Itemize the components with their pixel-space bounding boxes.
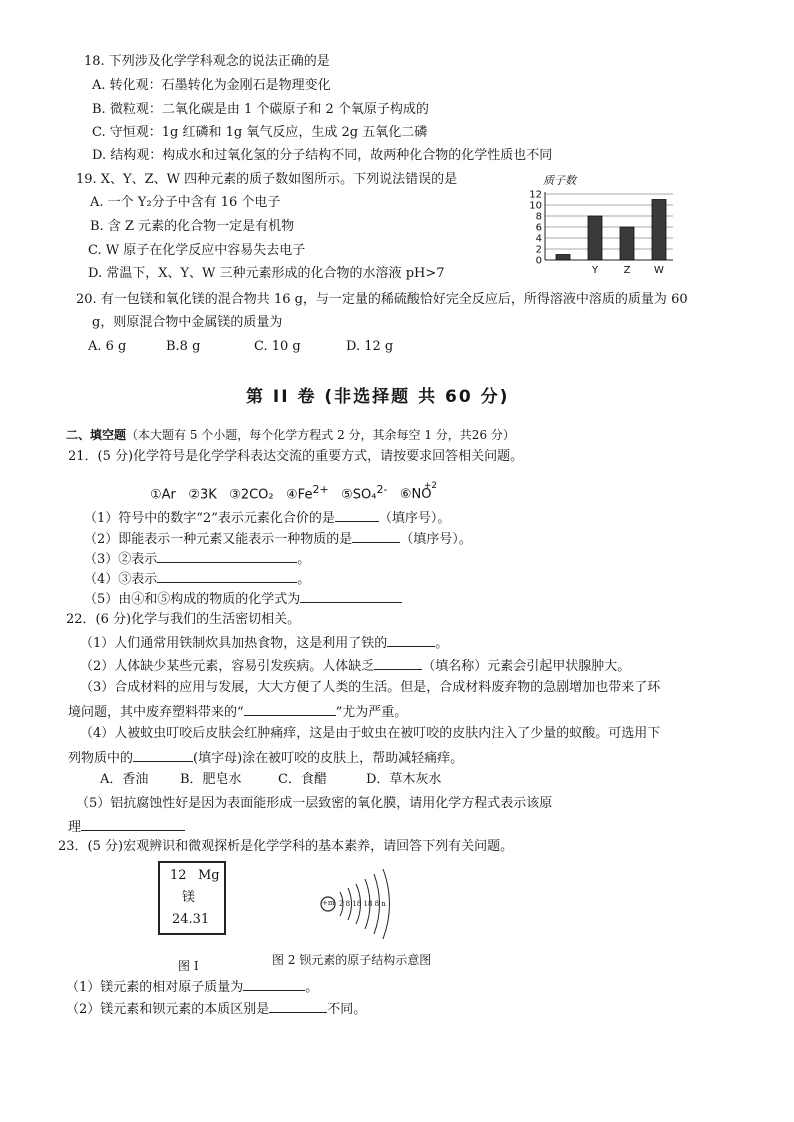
q21-part5-text: （5）由④和⑤构成的物质的化学式为 xyxy=(84,592,301,607)
q22-part4-line2 xyxy=(68,748,463,768)
q19-stem: 19. X、Y、Z、W 四种元素的质子数如图所示。下列说法错误的是 xyxy=(76,172,458,187)
chart-svg xyxy=(525,172,685,282)
q18-stem: 18. 下列涉及化学学科观念的说法正确的是 xyxy=(84,54,330,69)
q19-option-a: A. 一个 Y₂分子中含有 16 个电子 xyxy=(90,195,281,210)
q20-option-b: B.8 g xyxy=(166,339,201,354)
q18-option-c: C. 守恒观：1g 红磷和 1g 氧气反应，生成 2g 五氧化二磷 xyxy=(92,125,428,140)
symbol-1: ①Ar xyxy=(150,487,176,503)
q21-part4-text: （4）③表示 xyxy=(84,572,158,587)
q21-part5 xyxy=(84,589,402,609)
q22-part4-line1: （4）人被蚊虫叮咬后皮肤会红肿痛痒，这是由于蚊虫在被叮咬的皮肤内注入了少量的蚁酸。可选用下 xyxy=(80,726,661,741)
q18-option-d: D. 结构观：构成水和过氧化氢的分子结构不同，故两种化合物的化学性质也不同 xyxy=(92,148,553,163)
q22-part2-tail: （填名称）元素会引起甲状腺肿大。 xyxy=(422,659,631,674)
q21-part1-tail: （填序号）。 xyxy=(378,511,451,526)
symbol-6-valence: +2 xyxy=(423,481,438,492)
bar-x xyxy=(556,255,570,261)
q22-option-d: D．草木灰水 xyxy=(366,772,442,787)
symbol-4: ④Fe xyxy=(286,487,313,503)
q21-blank-3[interactable] xyxy=(157,549,297,563)
q22-part2 xyxy=(80,656,630,676)
q23-part1-tail: 。 xyxy=(305,980,319,995)
tile-atomic-number: 12 xyxy=(170,868,187,883)
tile-name: 镁 xyxy=(182,890,196,905)
symbol-5-charge: 2- xyxy=(376,483,388,496)
q22-part3-text: 境问题，其中废弃塑料带来的“ xyxy=(68,705,244,720)
y-tick-label: 0 xyxy=(535,255,542,267)
y-tick-label: 8 xyxy=(535,211,542,223)
magnesium-element-tile xyxy=(158,861,226,935)
q22-blank-1[interactable] xyxy=(387,633,435,647)
q21-part3-text: （3）②表示 xyxy=(84,552,158,567)
q20-option-c: C. 10 g xyxy=(254,339,301,354)
q22-blank-2[interactable] xyxy=(374,656,422,670)
q21-blank-4[interactable] xyxy=(157,569,297,583)
q18-option-a: A. 转化观：石墨转化为金刚石是物理变化 xyxy=(92,78,331,93)
q20-stem-line1: 20. 有一包镁和氧化镁的混合物共 16 g，与一定量的稀硫酸恰好完全反应后，所得溶液中溶质的质量为 60 xyxy=(76,292,688,307)
q22-option-c: C．食醋 xyxy=(278,772,327,787)
fill-section-heading xyxy=(66,426,515,444)
q22-option-a: A．香油 xyxy=(100,772,149,787)
bar-z xyxy=(620,227,634,260)
q23-blank-2[interactable] xyxy=(269,999,327,1013)
q18-option-b: B. 微粒观：二氧化碳是由 1 个碳原子和 2 个氧原子构成的 xyxy=(92,102,429,117)
x-tick-label: Z xyxy=(623,265,631,276)
q22-part3-line2 xyxy=(68,702,407,722)
q23-part2-tail: 不同。 xyxy=(327,1002,367,1017)
nucleus-label: +m xyxy=(322,899,335,907)
y-tick-label: 6 xyxy=(535,222,542,234)
fill-heading: 二、填空题 xyxy=(66,428,127,442)
q22-stem: 22．(6 分)化学与我们的生活密切相关。 xyxy=(66,612,301,627)
q23-part2-text: （2）镁元素和钡元素的本质区别是 xyxy=(66,1002,270,1017)
q21-stem: 21．(5 分)化学符号是化学学科表达交流的重要方式，请按要求回答相关问题。 xyxy=(68,449,524,464)
q22-part5-line1: （5）铝抗腐蚀性好是因为表面能形成一层致密的氧化膜，请用化学方程式表示该原 xyxy=(76,796,553,811)
y-tick-label: 2 xyxy=(535,244,542,256)
barium-atom-diagram xyxy=(318,866,418,942)
q22-blank-5[interactable] xyxy=(81,817,185,831)
q21-part2-text: （2）即能表示一种元素又能表示一种物质的是 xyxy=(84,532,353,547)
q22-part1 xyxy=(80,633,448,653)
q19-option-b: B. 含 Z 元素的化合物一定是有机物 xyxy=(90,219,295,234)
q22-blank-3[interactable] xyxy=(244,702,336,716)
y-tick-label: 12 xyxy=(529,189,542,201)
x-tick-label: Y xyxy=(591,265,599,276)
symbol-5: ⑤SO₄ xyxy=(341,487,377,503)
q22-part3-tail: ”尤为严重。 xyxy=(335,705,408,720)
q21-blank-5[interactable] xyxy=(300,589,402,603)
fill-note: （本大题有 5 个小题，每个化学方程式 2 分，其余每空 1 分，共26 分） xyxy=(126,428,515,442)
q20-option-d: D. 12 g xyxy=(346,339,394,354)
q22-part1-tail: 。 xyxy=(435,636,449,651)
chart-title: 质子数 xyxy=(543,174,576,187)
q21-part2-tail: （填序号）。 xyxy=(400,532,472,547)
q22-part5-line2 xyxy=(68,817,185,837)
bar-y xyxy=(588,216,602,260)
q21-blank-1[interactable] xyxy=(335,508,379,522)
q21-part1-text: （1）符号中的数字“2”表示元素化合价的是 xyxy=(84,511,335,526)
symbol-4-charge: 2+ xyxy=(312,483,329,496)
q19-option-c: C. W 原子在化学反应中容易失去电子 xyxy=(88,243,306,258)
q23-stem: 23．(5 分)宏观辨识和微观探析是化学学科的基本素养，请回答下列有关问题。 xyxy=(58,839,514,854)
q22-part4-tail: (填字母)涂在被叮咬的皮肤上，帮助减轻痛痒。 xyxy=(193,751,464,766)
tile-mass: 24.31 xyxy=(172,912,210,927)
symbol-2: ②3K xyxy=(188,487,217,503)
q22-blank-4[interactable] xyxy=(133,748,193,762)
q19-option-d: D. 常温下，X、Y、W 三种元素形成的化合物的水溶液 pH>7 xyxy=(88,266,445,281)
symbol-3: ③2CO₂ xyxy=(229,487,274,503)
q21-part3-tail: 。 xyxy=(297,552,311,567)
q23-part1 xyxy=(66,977,318,997)
x-tick-label: W xyxy=(654,265,664,276)
symbol-6-wrap xyxy=(399,481,438,504)
symbol-6: ⑥NO xyxy=(399,487,432,503)
q21-part4 xyxy=(84,569,310,589)
tile-symbol: Mg xyxy=(198,868,220,883)
q22-part5-text: 理 xyxy=(68,820,82,835)
proton-number-chart xyxy=(525,172,685,282)
q22-option-b: B．肥皂水 xyxy=(180,772,242,787)
q23-part2 xyxy=(66,999,366,1019)
q21-part3 xyxy=(84,549,310,569)
figure-2-caption: 图 2 钡元素的原子结构示意图 xyxy=(272,953,432,967)
q22-part1-text: （1）人们通常用铁制炊具加热食物，这是利用了铁的 xyxy=(80,636,388,651)
q22-part4-text: 列物质中的 xyxy=(68,751,134,766)
q22-part3-line1: （3）合成材料的应用与发展，大大方便了人类的生活。但是，合成材料废弃物的急剧增加也带来了环 xyxy=(80,680,661,695)
y-tick-label: 10 xyxy=(529,200,542,212)
q21-blank-2[interactable] xyxy=(352,529,400,543)
q22-part2-text: （2）人体缺少某些元素，容易引发疾病。人体缺乏 xyxy=(80,659,375,674)
q20-stem-line2: g，则原混合物中金属镁的质量为 xyxy=(92,315,283,330)
q21-part4-tail: 。 xyxy=(297,572,311,587)
q20-option-a: A. 6 g xyxy=(88,339,127,354)
electron-shell-counts: 2 8 18 18 8 n xyxy=(339,900,386,908)
bar-w xyxy=(652,200,666,261)
q23-blank-1[interactable] xyxy=(243,977,305,991)
figure-1-caption: 图 I xyxy=(178,959,199,973)
q23-part1-text: （1）镁元素的相对原子质量为 xyxy=(66,980,244,995)
q21-part2 xyxy=(84,529,472,549)
q21-symbols xyxy=(150,481,438,504)
q21-part1 xyxy=(84,508,450,528)
part2-title: 第 II 卷 (非选择题 共 60 分) xyxy=(246,387,510,407)
y-tick-label: 4 xyxy=(535,233,542,245)
